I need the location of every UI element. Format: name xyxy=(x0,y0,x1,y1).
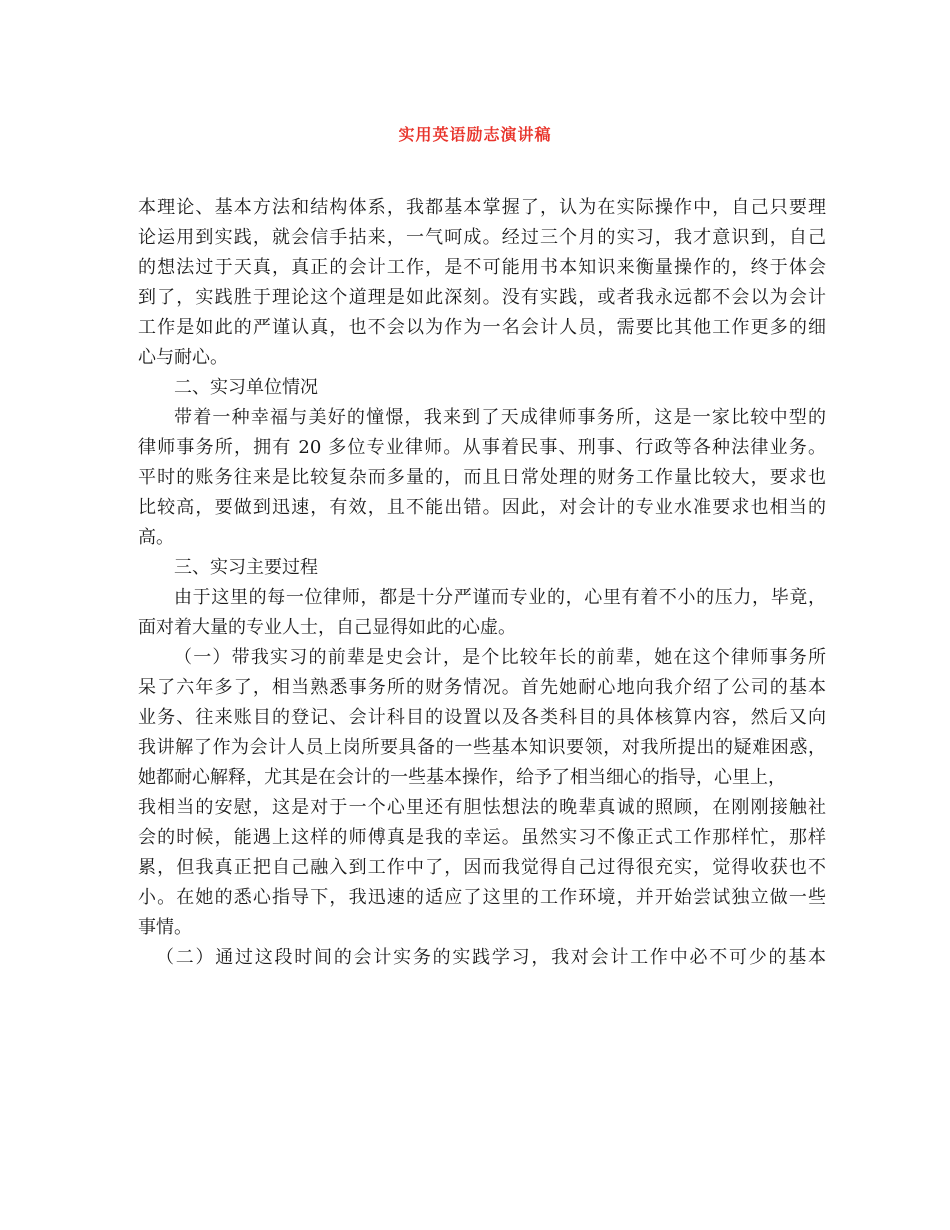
text-line: 事情。 xyxy=(138,917,192,938)
text-line: （二）通过这段时间的会计实务的实践学习，我对会计工作中必不可少的基本 xyxy=(156,947,826,968)
text-line: 她都耐心解释，尤其是在会计的一些基本操作，给予了相当细心的指导，心里上， xyxy=(138,767,786,788)
text-line: 业务、往来账目的登记、会计科目的设置以及各类科目的具体核算内容，然后又向 xyxy=(138,707,826,728)
text-line: 累，但我真正把自己融入到工作中了，因而我觉得自己过得很充实，觉得收获也不 xyxy=(138,857,826,878)
text-line: 面对着大量的专业人士，自己显得如此的心虚。 xyxy=(138,617,516,638)
section-heading: 三、实习主要过程 xyxy=(174,557,318,578)
text-line: 比较高，要做到迅速，有效，且不能出错。因此，对会计的专业水准要求也相当的 xyxy=(138,497,826,518)
text-line: 平时的账务往来是比较复杂而多量的，而且日常处理的财务工作量比较大，要求也 xyxy=(138,467,826,488)
text-line: 会的时候，能遇上这样的师傅真是我的幸运。虽然实习不像正式工作那样忙，那样 xyxy=(138,827,826,848)
document-title: 实用英语励志演讲稿 xyxy=(398,125,552,144)
text-line: 工作是如此的严谨认真，也不会以为作为一名会计人员，需要比其他工作更多的细 xyxy=(138,317,826,338)
document-body xyxy=(138,193,826,973)
text-line: 论运用到实践，就会信手拈来，一气呵成。经过三个月的实习，我才意识到，自己 xyxy=(138,227,826,248)
text-line: 到了，实践胜于理论这个道理是如此深刻。没有实践，或者我永远都不会以为会计 xyxy=(138,287,826,308)
text-line: 呆了六年多了，相当熟悉事务所的财务情况。首先她耐心地向我介绍了公司的基本 xyxy=(138,677,826,698)
text-line: 小。在她的悉心指导下，我迅速的适应了这里的工作环境，并开始尝试独立做一些 xyxy=(138,887,826,908)
text-line: 律师事务所，拥有 20 多位专业律师。从事着民事、刑事、行政等各种法律业务。 xyxy=(138,437,826,458)
text-line: （一）带我实习的前辈是史会计，是个比较年长的前辈，她在这个律师事务所 xyxy=(174,647,826,668)
text-line: 的想法过于天真，真正的会计工作，是不可能用书本知识来衡量操作的，终于体会 xyxy=(138,257,826,278)
text-line: 我相当的安慰，这是对于一个心里还有胆怯想法的晚辈真诚的照顾，在刚刚接触社 xyxy=(138,797,826,818)
text-line: 由于这里的每一位律师，都是十分严谨而专业的，心里有着不小的压力，毕竟， xyxy=(174,587,826,608)
text-line: 带着一种幸福与美好的憧憬，我来到了天成律师事务所，这是一家比较中型的 xyxy=(174,407,826,428)
text-line: 高。 xyxy=(138,527,174,548)
text-line: 心与耐心。 xyxy=(138,347,228,368)
text-line: 本理论、基本方法和结构体系，我都基本掌握了，认为在实际操作中，自己只要理 xyxy=(138,197,826,218)
section-heading: 二、实习单位情况 xyxy=(174,377,318,398)
text-line: 我讲解了作为会计人员上岗所要具备的一些基本知识要领，对我所提出的疑难困惑， xyxy=(138,737,826,758)
